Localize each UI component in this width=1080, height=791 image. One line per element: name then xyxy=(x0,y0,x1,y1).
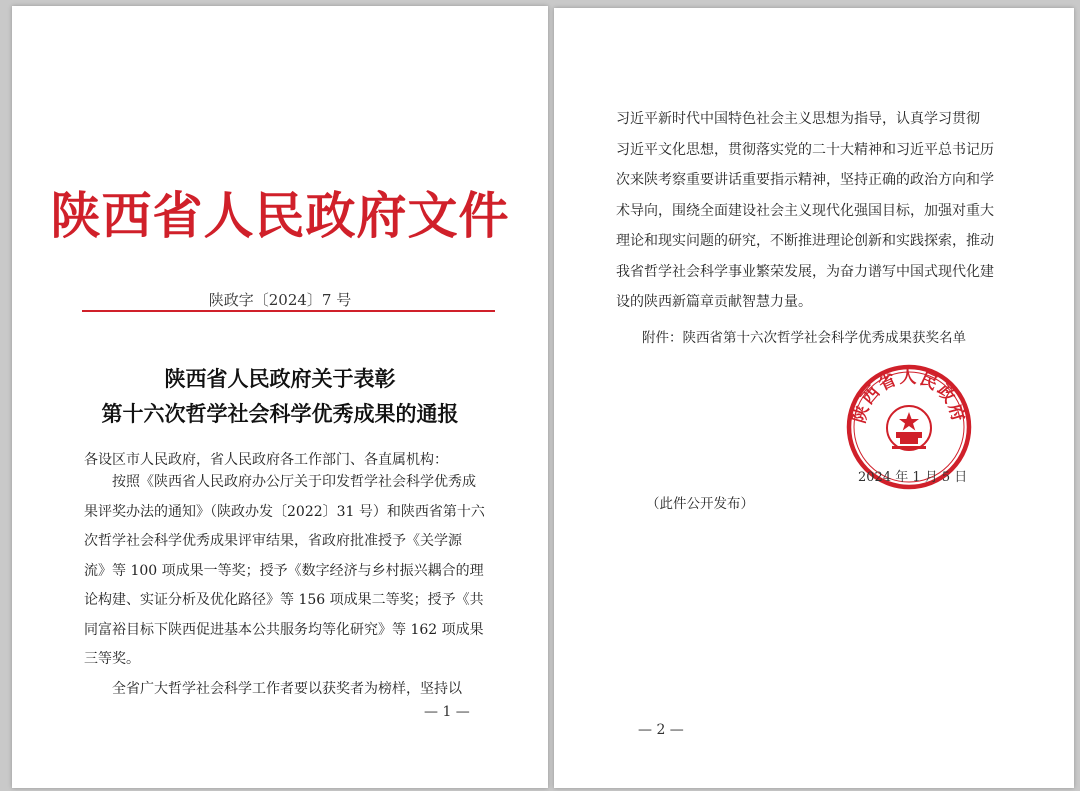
document-page-2 xyxy=(554,8,1074,788)
text-line: 全省广大哲学社会科学工作者要以获奖者为榜样，坚持以 xyxy=(84,681,462,697)
text-line: 次来陕考察重要讲话重要指示精神，坚持正确的政治方向和学 xyxy=(616,172,994,188)
document-page-1 xyxy=(12,6,548,788)
document-number: 陕政字〔2024〕7 号 xyxy=(208,291,352,309)
text-line: 次哲学社会科学优秀成果评审结果，省政府批准授予《关学源 xyxy=(84,533,462,549)
text-line: 流》等 100 项成果一等奖；授予《数字经济与乡村振兴耦合的理 xyxy=(84,562,484,579)
public-release-note: （此件公开发布） xyxy=(646,496,754,512)
text-line: 三等奖。 xyxy=(84,651,140,667)
attachment-line: 附件：陕西省第十六次哲学社会科学优秀成果获奖名单 xyxy=(642,330,966,346)
document-title-line-2: 第十六次哲学社会科学优秀成果的通报 xyxy=(101,401,459,426)
signing-date: 2024 年 1 月 5 日 xyxy=(858,470,968,485)
text-line: 果评奖办法的通知》（陕政办发〔2022〕31 号）和陕西省第十六 xyxy=(84,503,485,520)
text-line: 设的陕西新篇章贡献智慧力量。 xyxy=(616,294,812,310)
svg-text:陕西省人民政府: 陕西省人民政府 xyxy=(849,367,969,426)
body-paragraph-1 xyxy=(84,468,496,675)
text-line: 习近平文化思想，贯彻落实党的二十大精神和习近平总书记历 xyxy=(616,141,994,158)
text-line: 同富裕目标下陕西促进基本公共服务均等化研究》等 162 项成果 xyxy=(84,621,484,638)
red-divider-line xyxy=(82,310,495,312)
text-line: 习近平新时代中国特色社会主义思想为指导，认真学习贯彻 xyxy=(616,111,980,127)
page-number: — 2 — xyxy=(638,722,684,738)
body-paragraph-2 xyxy=(84,675,496,705)
document-title-line-1: 陕西省人民政府关于表彰 xyxy=(164,366,396,391)
body-paragraph-3 xyxy=(616,104,1034,318)
text-line: 理论和现实问题的研究，不断推进理论创新和实践探索，推动 xyxy=(616,233,994,249)
text-line: 我省哲学社会科学事业繁荣发展，为奋力谱写中国式现代化建 xyxy=(616,263,994,280)
recipients-line: 各设区市人民政府，省人民政府各工作部门、各直属机构： xyxy=(84,452,448,468)
document-masthead: 陕西省人民政府文件 xyxy=(50,186,510,245)
text-line: 按照《陕西省人民政府办公厅关于印发哲学社会科学优秀成 xyxy=(84,474,476,490)
text-line: 术导向，围绕全面建设社会主义现代化强国目标，加强对重大 xyxy=(616,202,994,219)
text-line: 论构建、实证分析及优化路径》等 156 项成果二等奖；授予《共 xyxy=(84,592,484,608)
page-number: — 1 — xyxy=(424,704,470,720)
